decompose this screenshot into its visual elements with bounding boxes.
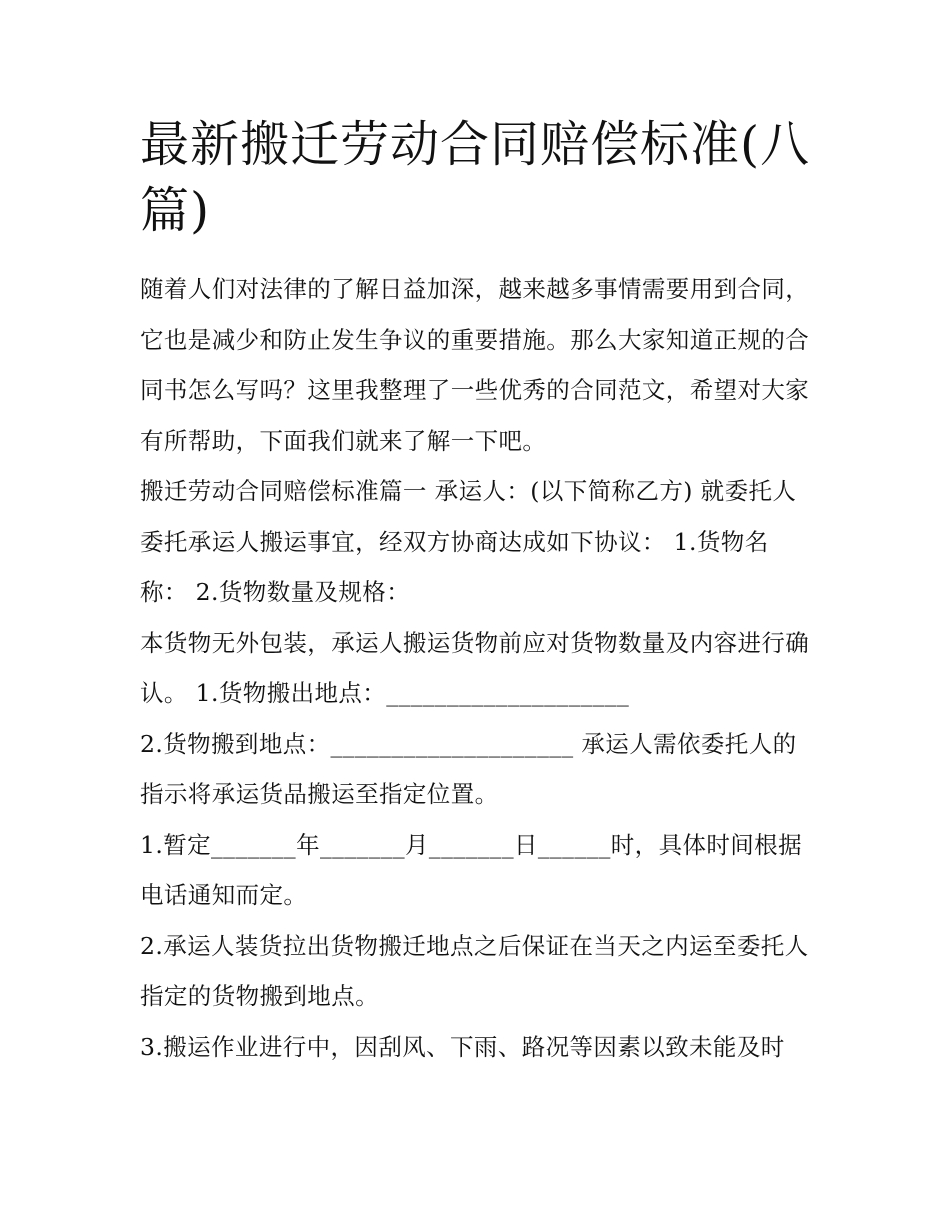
- delivery-paragraph: 2.承运人装货拉出货物搬迁地点之后保证在当天之内运至委托人指定的货物搬到地点。: [140, 931, 809, 1010]
- document-page: [140, 112, 812, 1072]
- schedule-paragraph: 1.暂定_______年_______月_______日______时，具体时间根据电话通知而定。: [140, 830, 802, 909]
- intro-paragraph: 随着人们对法律的了解日益加深，越来越多事情需要用到合同，它也是减少和防止发生争议的重要措施。那么大家知道正规的合同书怎么写吗？这里我整理了一些优秀的合同范文，希望对大家有所帮助，下面我们就来了解一下吧。: [140, 275, 810, 455]
- goods-check-paragraph: 本货物无外包装，承运人搬运货物前应对货物数量及内容进行确认。 1.货物搬出地点：____________________: [140, 628, 810, 707]
- weather-clause-paragraph: 3.搬运作业进行中，因刮风、下雨、路况等因素以致未能及时: [140, 1032, 785, 1061]
- destination-paragraph: 2.货物搬到地点：____________________ 承运人需依委托人的指示将承运货品搬运至指定位置。: [140, 729, 797, 808]
- contract-parties-paragraph: 搬迁劳动合同赔偿标准篇一 承运人：(以下简称乙方) 就委托人委托承运人搬运事宜，经双方协商达成如下协议： 1.货物名称： 2.货物数量及规格：: [140, 477, 797, 606]
- document-title: 最新搬迁劳动合同赔偿标准(八篇): [140, 116, 811, 239]
